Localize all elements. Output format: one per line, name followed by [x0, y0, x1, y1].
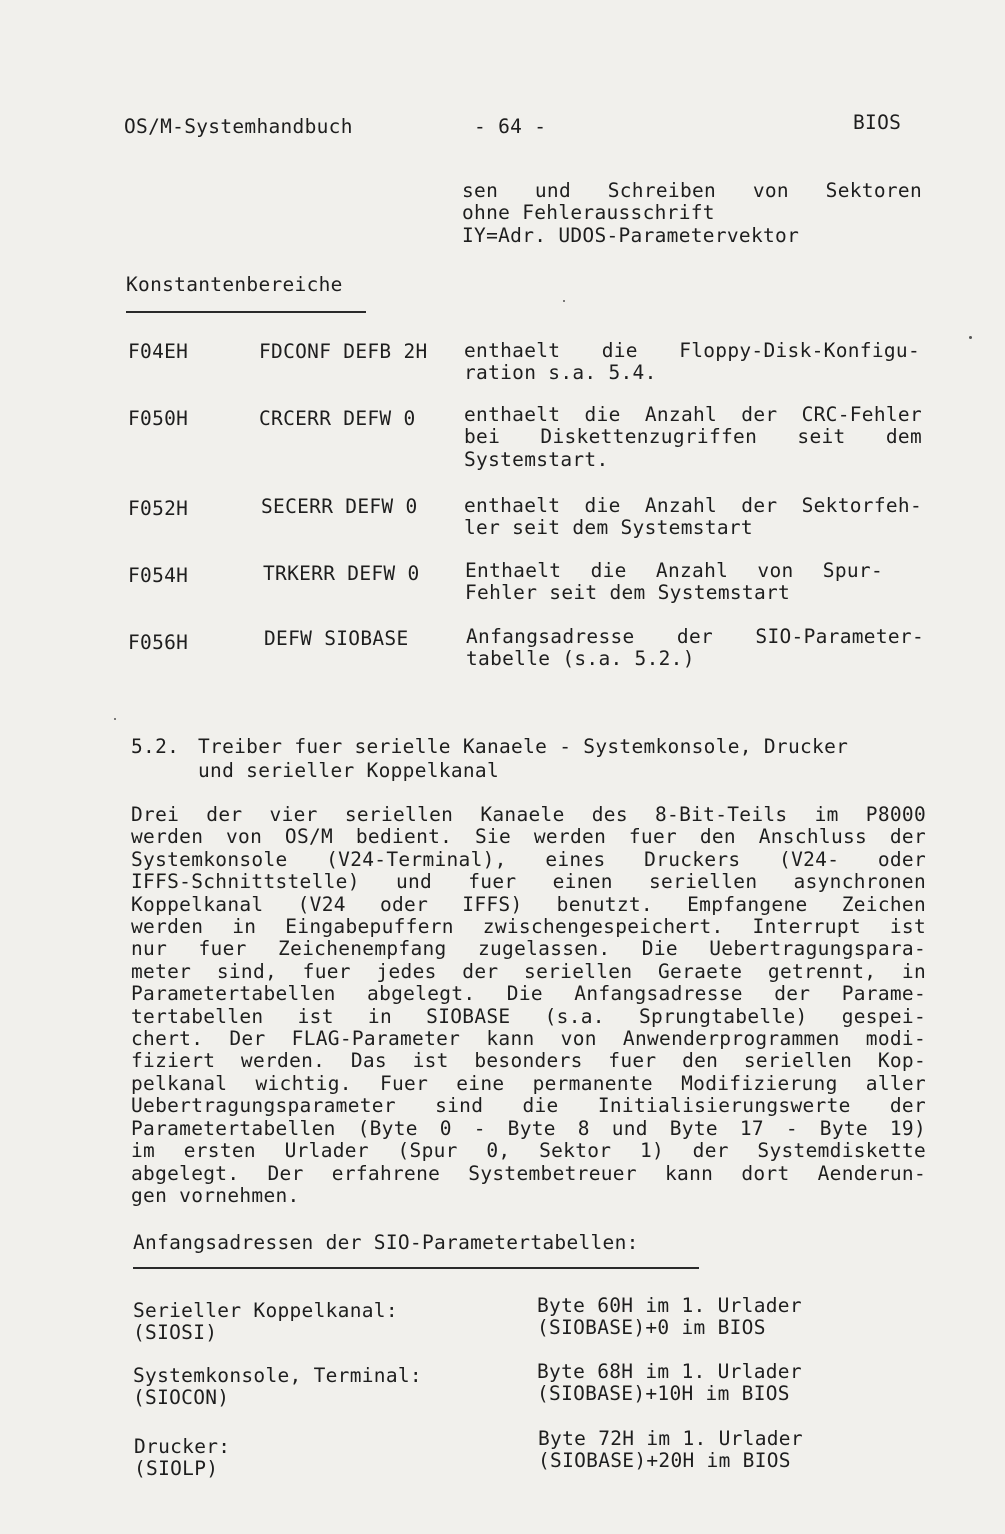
description-line: Fehler seit dem Systemstart: [465, 581, 791, 605]
constant-description: [466, 626, 924, 671]
paragraph-line: Koppelkanal (V24 oder IFFS) benutzt. Empfangene Zeichen: [131, 892, 926, 916]
addresses-heading-underline: [133, 1267, 699, 1269]
constants-heading: Konstantenbereiche: [126, 273, 343, 296]
description-line: ration s.a. 5.4.: [464, 361, 657, 385]
section-title-line2: und serieller Koppelkanal: [198, 759, 499, 782]
constant-description: [465, 560, 883, 605]
device-location: Byte 72H im 1. Urlader: [538, 1427, 803, 1450]
intro-line: IY=Adr. UDOS-Parametervektor: [462, 223, 800, 247]
description-line: enthaelt die Floppy-Disk-Konfigu-: [464, 339, 920, 362]
paragraph-line: Parametertabellen abgelegt. Die Anfangsadresse der Parame-: [131, 982, 926, 1006]
intro-block: [462, 180, 922, 247]
device-symbol: (SIOSI): [133, 1321, 218, 1344]
description-line: enthaelt die Anzahl der Sektorfeh-: [464, 494, 922, 517]
header-title: OS/M-Systemhandbuch: [124, 115, 353, 138]
paragraph-line: Parametertabellen (Byte 0 - Byte 8 und Byte 17 - Byte 19): [131, 1116, 926, 1140]
paragraph-line: gen vornehmen.: [131, 1183, 300, 1207]
constant-description: [464, 495, 922, 540]
paragraph-line: Drei der vier seriellen Kanaele des 8-Bit-Teils im P8000: [131, 803, 926, 826]
device-location: (SIOBASE)+20H im BIOS: [538, 1449, 791, 1472]
description-line: tabelle (s.a. 5.2.): [466, 647, 695, 671]
description-line: enthaelt die Anzahl der CRC-Fehler: [464, 403, 922, 426]
paragraph-line: pelkanal wichtig. Fuer eine permanente Modifizierung aller: [131, 1071, 926, 1095]
paragraph-line: chert. Der FLAG-Parameter kann von Anwenderprogrammen modi-: [131, 1027, 926, 1051]
device-location: (SIOBASE)+10H im BIOS: [537, 1382, 790, 1405]
body-paragraph: [131, 804, 926, 1207]
section-title-line1: Treiber fuer serielle Kanaele - Systemkonsole, Drucker: [198, 735, 849, 758]
constant-address: F050H: [128, 407, 189, 430]
description-line: Systemstart.: [464, 447, 609, 471]
paragraph-line: Systemkonsole (V24-Terminal), eines Druckers (V24- oder: [131, 847, 926, 871]
constant-address: F054H: [128, 564, 189, 587]
addresses-heading: Anfangsadressen der SIO-Parametertabellen:: [133, 1231, 639, 1254]
device-name: Serieller Koppelkanal:: [133, 1299, 398, 1322]
device-name: Drucker:: [134, 1435, 231, 1458]
constant-address: F04EH: [128, 340, 189, 363]
constant-address: F056H: [128, 631, 189, 654]
device-symbol: (SIOLP): [134, 1457, 219, 1480]
scan-speck: [563, 300, 565, 302]
constant-description: [464, 404, 922, 471]
device-location: Byte 60H im 1. Urlader: [537, 1294, 802, 1317]
paragraph-line: fiziert werden. Das ist besonders fuer den seriellen Kop-: [131, 1049, 926, 1073]
intro-line: sen und Schreiben von Sektoren: [462, 179, 922, 202]
constant-definition: CRCERR DEFW 0: [259, 407, 416, 430]
intro-line: ohne Fehlerausschrift: [462, 201, 715, 225]
paragraph-line: tertabellen ist in SIOBASE (s.a. Sprungtabelle) gespei-: [131, 1004, 926, 1028]
description-line: ler seit dem Systemstart: [464, 516, 753, 540]
paragraph-line: werden von OS/M bedient. Sie werden fuer den Anschluss der: [131, 825, 926, 849]
constant-definition: FDCONF DEFB 2H: [259, 340, 428, 363]
paragraph-line: meter sind, fuer jedes der seriellen Geraete getrennt, in: [131, 959, 926, 983]
constant-description: [464, 340, 920, 385]
paragraph-line: nur fuer Zeichenempfang zugelassen. Die Uebertragungspara-: [131, 937, 926, 961]
constant-definition: SECERR DEFW 0: [261, 495, 418, 518]
scan-speck: [969, 336, 972, 339]
paragraph-line: Uebertragungsparameter sind die Initialisierungswerte der: [131, 1094, 926, 1118]
paragraph-line: im ersten Urlader (Spur 0, Sektor 1) der Systemdiskette: [131, 1139, 926, 1163]
device-location: (SIOBASE)+0 im BIOS: [537, 1316, 766, 1339]
device-location: Byte 68H im 1. Urlader: [537, 1360, 802, 1383]
scan-speck: [114, 718, 116, 720]
paragraph-line: abgelegt. Der erfahrene Systembetreuer kann dort Aenderun-: [131, 1161, 926, 1185]
paragraph-line: IFFS-Schnittstelle) und fuer einen seriellen asynchronen: [131, 870, 926, 894]
device-name: Systemkonsole, Terminal:: [133, 1364, 422, 1387]
section-number: 5.2.: [131, 735, 180, 758]
description-line: Enthaelt die Anzahl von Spur-: [465, 559, 883, 582]
constants-heading-underline: [126, 311, 366, 313]
page-number: - 64 -: [474, 115, 547, 138]
constant-address: F052H: [128, 497, 189, 520]
description-line: Anfangsadresse der SIO-Parameter-: [466, 625, 924, 648]
description-line: bei Diskettenzugriffen seit dem: [464, 425, 922, 449]
device-symbol: (SIOCON): [133, 1386, 230, 1409]
constant-definition: DEFW SIOBASE: [264, 627, 409, 650]
header-section: BIOS: [853, 111, 902, 134]
constant-definition: TRKERR DEFW 0: [263, 562, 420, 585]
paragraph-line: werden in Eingabepuffern zwischengespeichert. Interrupt ist: [131, 915, 926, 939]
